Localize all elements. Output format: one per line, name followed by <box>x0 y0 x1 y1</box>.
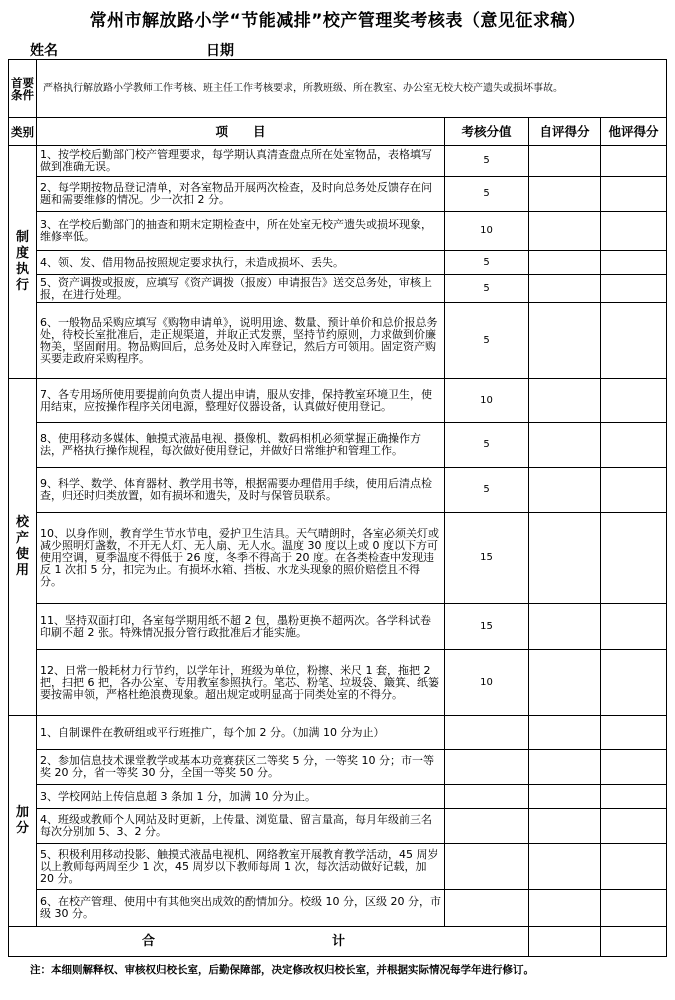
self-score-cell[interactable] <box>529 468 601 513</box>
self-score-cell[interactable] <box>529 604 601 650</box>
other-score-cell[interactable] <box>601 604 667 650</box>
table-row <box>9 750 667 785</box>
header-category: 类别 <box>9 118 37 146</box>
table-row <box>9 251 667 275</box>
score-cell: 15 <box>445 604 529 650</box>
score-cell: 15 <box>445 513 529 604</box>
assessment-table <box>8 59 667 957</box>
self-score-cell[interactable] <box>529 423 601 468</box>
table-row <box>9 890 667 927</box>
item-text: 2、参加信息技术课堂教学或基本功竞赛获区二等奖 5 分，一等奖 10 分；市一等奖 20 分，省一等奖 30 分，全国一等奖 50 分。 <box>37 750 445 785</box>
item-text: 12、日常一般耗材力行节约，以学年计，班级为单位，粉擦、米尺 1 套，拖把 2 把，扫把 6 把，各办公室、专用教室参照执行。笔芯、粉笔、垃圾袋、簸箕、纸篓要按需申领，严格杜绝浪费现象。超出规定或明显高于同类处室的不得分。 <box>37 650 445 716</box>
other-score-cell[interactable] <box>601 303 667 379</box>
other-score-cell[interactable] <box>601 750 667 785</box>
item-text: 5、资产调拨或报废，应填写《资产调拨（报废）申请报告》送交总务处，审核上报，在进行处理。 <box>37 275 445 303</box>
item-text: 9、科学、数学、体育器材、教学用书等，根据需要办理借用手续，使用后清点检查，归还时归类放置，如有损坏和遗失，及时与保管员联系。 <box>37 468 445 513</box>
item-text: 6、一般物品采购应填写《购物申请单》，说明用途、数量、预计单价和总价报总务处，待校长室批准后，走正规渠道，并取正式发票，坚持节约原则，力求做到价廉物美，坚固耐用。物品购回后，总务处及时入库登记，然后方可领用。固定资产购买要走政府采购程序。 <box>37 303 445 379</box>
item-text: 3、在学校后勤部门的抽查和期末定期检查中，所在处室无校产遗失或损坏现象，维修率低。 <box>37 212 445 251</box>
score-cell: 5 <box>445 423 529 468</box>
item-text: 4、领、发、借用物品按照规定要求执行，未造成损坏、丢失。 <box>37 251 445 275</box>
self-score-cell[interactable] <box>529 146 601 177</box>
header-item: 项 目 <box>37 118 445 146</box>
self-score-cell[interactable] <box>529 379 601 423</box>
score-cell <box>445 809 529 844</box>
score-cell: 5 <box>445 251 529 275</box>
other-score-cell[interactable] <box>601 177 667 212</box>
item-text: 6、在校产管理、使用中有其他突出成效的酌情加分。校级 10 分，区级 20 分，市级 30 分。 <box>37 890 445 927</box>
self-score-cell[interactable] <box>529 716 601 750</box>
name-blank[interactable] <box>58 45 166 60</box>
item-text: 2、每学期按物品登记清单，对各室物品开展两次检查，及时向总务处反馈存在问题和需要维修的情况。少一次扣 2 分。 <box>37 177 445 212</box>
total-row <box>9 927 667 957</box>
total-other-cell[interactable] <box>601 927 667 957</box>
item-text: 4、班级或教师个人网站及时更新，上传量、浏览量、留言量高，每月年级前三名每次分别加 5、3、2 分。 <box>37 809 445 844</box>
table-row <box>9 716 667 750</box>
score-cell <box>445 844 529 890</box>
self-score-cell[interactable] <box>529 890 601 927</box>
other-score-cell[interactable] <box>601 844 667 890</box>
document-title: 常州市解放路小学“节能减排”校产管理奖考核表（意见征求稿） <box>89 11 586 31</box>
item-text: 11、坚持双面打印，各室每学期用纸不超 2 包，墨粉更换不超两次。各学科试卷印刷不超 2 张。特殊情况报分管行政批准后才能实施。 <box>37 604 445 650</box>
table-row <box>9 650 667 716</box>
score-cell <box>445 750 529 785</box>
other-score-cell[interactable] <box>601 809 667 844</box>
table-row <box>9 379 667 423</box>
self-score-cell[interactable] <box>529 251 601 275</box>
date-label: 日期 <box>206 43 234 59</box>
other-score-cell[interactable] <box>601 379 667 423</box>
meta-line <box>30 40 342 60</box>
item-text: 1、自制课件在教研组或平行班推广，每个加 2 分。（加满 10 分为止） <box>37 716 445 750</box>
footnote: 注：本细则解释权、审核权归校长室，后勤保障部，决定修改权归校长室，并根据实际情况每学年进行修订。 <box>30 964 534 976</box>
table-row <box>9 303 667 379</box>
other-score-cell[interactable] <box>601 275 667 303</box>
self-score-cell[interactable] <box>529 513 601 604</box>
total-right: 计 <box>332 933 346 949</box>
other-score-cell[interactable] <box>601 785 667 809</box>
header-row <box>9 118 667 146</box>
score-cell: 10 <box>445 379 529 423</box>
other-score-cell[interactable] <box>601 212 667 251</box>
self-score-cell[interactable] <box>529 750 601 785</box>
other-score-cell[interactable] <box>601 468 667 513</box>
score-cell: 10 <box>445 650 529 716</box>
item-text: 8、使用移动多媒体、触摸式液晶电视、摄像机、数码相机必须掌握正确操作方法，严格执行操作规程，每次做好使用登记，并做好日常维护和管理工作。 <box>37 423 445 468</box>
other-score-cell[interactable] <box>601 513 667 604</box>
other-score-cell[interactable] <box>601 251 667 275</box>
score-cell <box>445 890 529 927</box>
score-cell: 5 <box>445 275 529 303</box>
score-cell: 5 <box>445 177 529 212</box>
item-text: 1、按学校后勤部门校产管理要求，每学期认真清查盘点所在处室物品，表格填写做到准确无误。 <box>37 146 445 177</box>
score-cell: 5 <box>445 146 529 177</box>
other-score-cell[interactable] <box>601 716 667 750</box>
item-text: 5、积极利用移动投影、触摸式液晶电视机、网络教室开展教育教学活动，45 周岁以上教师每两周至少 1 次，45 周岁以下教师每周 1 次，每次活动做好记载，加 20 分。 <box>37 844 445 890</box>
total-left: 合 <box>142 933 156 949</box>
total-label-cell <box>9 927 529 957</box>
prerequisite-text: 严格执行解放路小学教师工作考核、班主任工作考核要求，所教班级、所在教室、办公室无校大校产遗失或损坏事故。 <box>37 60 667 118</box>
table-row <box>9 844 667 890</box>
self-score-cell[interactable] <box>529 844 601 890</box>
other-score-cell[interactable] <box>601 423 667 468</box>
table-row <box>9 275 667 303</box>
header-self: 自评得分 <box>529 118 601 146</box>
self-score-cell[interactable] <box>529 177 601 212</box>
header-score: 考核分值 <box>445 118 529 146</box>
other-score-cell[interactable] <box>601 890 667 927</box>
item-text: 3、学校网站上传信息超 3 条加 1 分，加满 10 分为止。 <box>37 785 445 809</box>
score-cell <box>445 716 529 750</box>
item-text: 10、以身作则，教育学生节水节电，爱护卫生洁具。天气晴朗时，各室必须关灯或减少照明灯盏数，不开无人灯、无人扇、无人水。温度 30 度以上或 0 度以下方可使用空调，夏季温度不得低于 26 度，冬季不得高于 20 度。在各类检查中发现违反 1 次扣 5 分，扣完为止。有损坏水箱、挡板、水龙头现象的照价赔偿且不得分。 <box>37 513 445 604</box>
table-row <box>9 177 667 212</box>
other-score-cell[interactable] <box>601 146 667 177</box>
table-row <box>9 513 667 604</box>
self-score-cell[interactable] <box>529 212 601 251</box>
total-self-cell[interactable] <box>529 927 601 957</box>
score-cell <box>445 785 529 809</box>
category-cell: 校产使用 <box>9 379 37 716</box>
table-row <box>9 468 667 513</box>
name-label: 姓名 <box>30 43 58 59</box>
prerequisite-label: 首要条件 <box>9 60 37 118</box>
category-cell: 加分 <box>9 716 37 927</box>
table-row <box>9 146 667 177</box>
table-row <box>9 785 667 809</box>
self-score-cell[interactable] <box>529 650 601 716</box>
self-score-cell[interactable] <box>529 785 601 809</box>
self-score-cell[interactable] <box>529 275 601 303</box>
other-score-cell[interactable] <box>601 650 667 716</box>
table-row <box>9 423 667 468</box>
self-score-cell[interactable] <box>529 809 601 844</box>
header-other: 他评得分 <box>601 118 667 146</box>
category-cell: 制度执行 <box>9 146 37 379</box>
score-cell: 10 <box>445 212 529 251</box>
score-cell: 5 <box>445 468 529 513</box>
table-row <box>9 809 667 844</box>
score-cell: 5 <box>445 303 529 379</box>
date-blank[interactable] <box>234 45 342 60</box>
table-row <box>9 604 667 650</box>
self-score-cell[interactable] <box>529 303 601 379</box>
item-text: 7、各专用场所使用要提前向负责人提出申请，服从安排，保持教室环境卫生，使用结束，应按操作程序关闭电源，整理好仪器设备，认真做好使用登记。 <box>37 379 445 423</box>
prerequisite-row <box>9 60 667 118</box>
table-row <box>9 212 667 251</box>
